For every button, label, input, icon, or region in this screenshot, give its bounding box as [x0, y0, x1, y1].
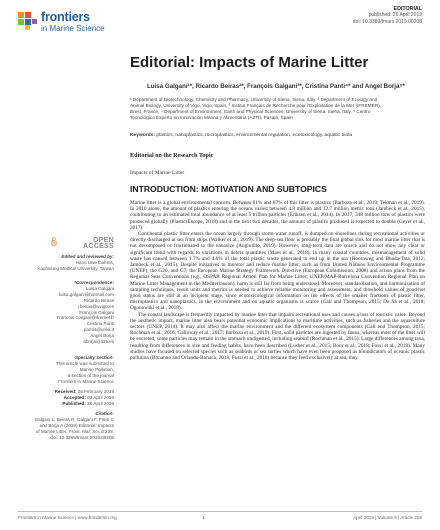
- dates-block: [18, 389, 114, 407]
- footer-volume: April 2019 | Volume 6 | Article 208: [353, 515, 422, 520]
- correspondent-email[interactable]: Francois.Galgani@ifremer.fr: [56, 315, 114, 321]
- correspondent-email[interactable]: luisa.galgani@hotmail.com: [59, 291, 114, 297]
- specialty-line: a section of the journal: [67, 372, 114, 378]
- keywords-text: plastics, nanoplastics, microplastics, environmental regulation, ecotoxicology, aquatic biota: [156, 133, 353, 138]
- correspondent-name: François Galgani: [79, 309, 114, 315]
- accepted-label: Accepted:: [63, 394, 86, 400]
- frontiers-logo[interactable]: [18, 10, 158, 36]
- citation-line: and Borja A (2019) Editorial: Impacts: [39, 422, 114, 428]
- affiliation-line: Tecnológico Experto en Innovación Marina y Alimentaria (AZTI), Pasaia, Spain: [130, 114, 293, 120]
- affiliation-line: ¹ Department of Biotechnology, Chemistry and Pharmacy, University of Siena, Siena, Italy, ² Department of Ecology and: [130, 97, 378, 102]
- citation-block: [18, 411, 114, 441]
- editor-name: Hans Uwe Dahms,: [75, 259, 114, 265]
- received-value: 26 February 2019: [77, 389, 114, 394]
- page-number: 1: [202, 515, 205, 520]
- editor-block: [18, 254, 114, 272]
- footer-divider: [18, 511, 422, 512]
- body-paragraph: The coastal landscape is frequently impacted by marine litter that impairs recreational uses and causes a loss of touristic value. Beyond the aesthetic impact, marine litter also bears potential economic implications to maritime activities, such as fisheries and the aquaculture sectors (UNEP, 2014). It may also affect the marine environment and the different ecosystem components (Gall and Thompson, 2015; Rochman et al., 2016; Galloway et al., 2017; Barboza et al., 2019). First, solid particles are ingested by fauna, whereas most of the litter will be excreted, some particles may remain in the stomach undigested, including seabird (Rochman et al., 2015). Large differences among taxa, resulting from differences in size and feeding habits, have been described (Lusher et al., 2015; Bour et al., 2018; Fossi et al., 2018). Many studies have focused on selected species such as seabirds or sea turtles which have even been proposed as bioindicators of oceanic plastic pollution (Bonanno and Orlando-Bonaca, 2018; Fossi et al., 2018) because they feed exclusively at sea, they: [130, 311, 425, 362]
- research-topic-label: Editorial on the Research Topic: [130, 152, 214, 159]
- specialty-block: [18, 355, 114, 385]
- research-topic-link[interactable]: Impacts of Marine Litter: [130, 170, 185, 176]
- correspondent-name: Angel Borja: [90, 333, 114, 339]
- specialty-line: This article was submitted to: [56, 360, 114, 366]
- specialty-label: Specialty section:: [74, 355, 114, 360]
- correspondent-name: Luisa Galgani: [85, 285, 114, 291]
- correspondent-email[interactable]: panti4@unisi.it: [83, 327, 114, 333]
- affiliation-line: Animal Biology, University of Vigo, Vigo, Spain, ³ Institut Français de Recherche pour l'Exploitation de la Mer (IFREMER),: [130, 102, 382, 108]
- affiliations: [130, 97, 425, 121]
- frontiers-logo-icon: [18, 12, 38, 30]
- body-paragraph: Continental plastic litter enters the ocean largely through storm-water runoff, is dumped on shorelines during recreational activities or directly discharged at sea from ships (Walker et al., 2019). The deep-sea floor is probably the final global sink for most marine litter that is not decomposed or fractionated to the nanosize (Angiolillo, 2019). However, long-term data are scarce and do not show any clear or significant trend with regards to variations in debris quantities (Maes et al., 2018). In many coastal countries, mismanagement of solid waste has caused between 1.7% and 4.6% of the total plastic waste generated to end up in the sea (Hoornweg and Bhada-Tata, 2012; Jambeck et al., 2015). Despite initiatives to monitor and reduce marine litter, such as from United Nations Environmental Programme (UNEP), the G20, and G7, the European Marine Strategy Framework Directive (European Commission, 2008) and action plans from the Regional Seas Conventions (e.g., OSPAR Regional Action Plan for Marine Litter; UNEP/MAP-Barcelona Convention Regional Plan on Marine Litter Management in the Mediterranean), harm is still far from being understood. Moreover, standardization, and harmonization of sampling techniques, result units and metrics is needed to achieve reliable monitoring and assessment, and threshold values of good/not good status are still at an incipient stage, since ecotoxicological information on the effects of the smaller fractions of plastic litter, microplastics and nanoplastics, in the environment and on aquatic organisms is scarce (Gall and Thompson, 2015; De Sá et al., 2018; Ogonowski et al., 2018).: [130, 231, 425, 312]
- received-label: Received:: [54, 389, 77, 394]
- correspondent-name: Cristina Panti: [86, 321, 114, 327]
- doi-link[interactable]: doi: 10.3389/fmars.2019.00208: [352, 18, 422, 25]
- correspondent-email[interactable]: rbeiras@uvigo.es: [78, 303, 114, 309]
- keywords: [130, 133, 425, 138]
- citation-line: Galgani L, Beiras R, Galgani F, Panti C: [34, 416, 114, 422]
- citation-line: of Marine Litter. Front. Mar. Sci. 6:208.: [35, 428, 114, 434]
- editor-affiliation: Kaohsiung Medical University, Taiwan: [37, 265, 114, 271]
- published-date: published: 26 April 2019: [368, 12, 422, 19]
- published-date-side: [18, 401, 114, 407]
- correspondence-label: *Correspondence:: [74, 280, 114, 285]
- published-value: 26 April 2019: [87, 400, 114, 406]
- article-type: EDITORIAL: [393, 6, 422, 12]
- journal-name: in Marine Science: [41, 24, 105, 33]
- author-list: Luisa Galgani¹*, Ricardo Beiras²*, François Galgani³*, Cristina Panti⁴* and Angel Borja⁵*: [147, 83, 405, 90]
- specialty-line: Marine Pollution,: [79, 366, 114, 372]
- citation-label: Citation:: [95, 411, 114, 416]
- correspondent-name: Ricardo Beiras: [83, 297, 114, 303]
- citation-doi[interactable]: doi: 10.3389/fmars.2019.00208: [50, 434, 114, 440]
- affiliation-line: Brest, France, ⁴ Department of Environment, Earth and Physical Sciences, University of Siena, Siena, Italy, ⁵ Centro: [130, 108, 371, 114]
- brand-name: frontiers: [41, 10, 90, 24]
- article-meta: [353, 6, 422, 25]
- accepted-value: 03 April 2019: [87, 394, 114, 400]
- footer-journal-link[interactable]: Frontiers in Marine Science | www.frontiersin.org: [18, 515, 117, 520]
- article-title: Editorial: Impacts of Marine Litter: [130, 54, 369, 71]
- correspondence-block: [18, 280, 114, 345]
- published-label: Published:: [62, 400, 86, 406]
- keywords-label: Keywords:: [130, 133, 156, 138]
- body-paragraph: Marine litter is a global environmental concern. Between 61% and 87% of this litter is plastics (Barboza et al., 2019; Tekman et al., 2019). In 2010 alone, the amount of plastics entering the oceans varied between 4.8 million and 12.7 million metric tons (Jambeck et al., 2015), contributing to an estimated total abundance of at least 5 trillion particles (Eriksen et al., 2014). In 2017, 348 million tons of plastics were produced globally (PlasticsEurope, 2018) and in the next two decades, the amount of plastics produced is expected to double (Geyer et al., 2017).: [130, 200, 425, 231]
- specialty-line: Frontiers in Marine Science: [58, 378, 114, 384]
- article-body: [130, 200, 425, 361]
- edited-label: Edited and reviewed by:: [61, 254, 114, 259]
- open-access-label: OPEN ACCESS: [83, 237, 114, 250]
- open-access-icon: [51, 237, 57, 246]
- correspondent-email[interactable]: aborja@azti.es: [83, 339, 114, 345]
- section-heading: INTRODUCTION: MOTIVATION AND SUBTOPICS: [130, 184, 327, 194]
